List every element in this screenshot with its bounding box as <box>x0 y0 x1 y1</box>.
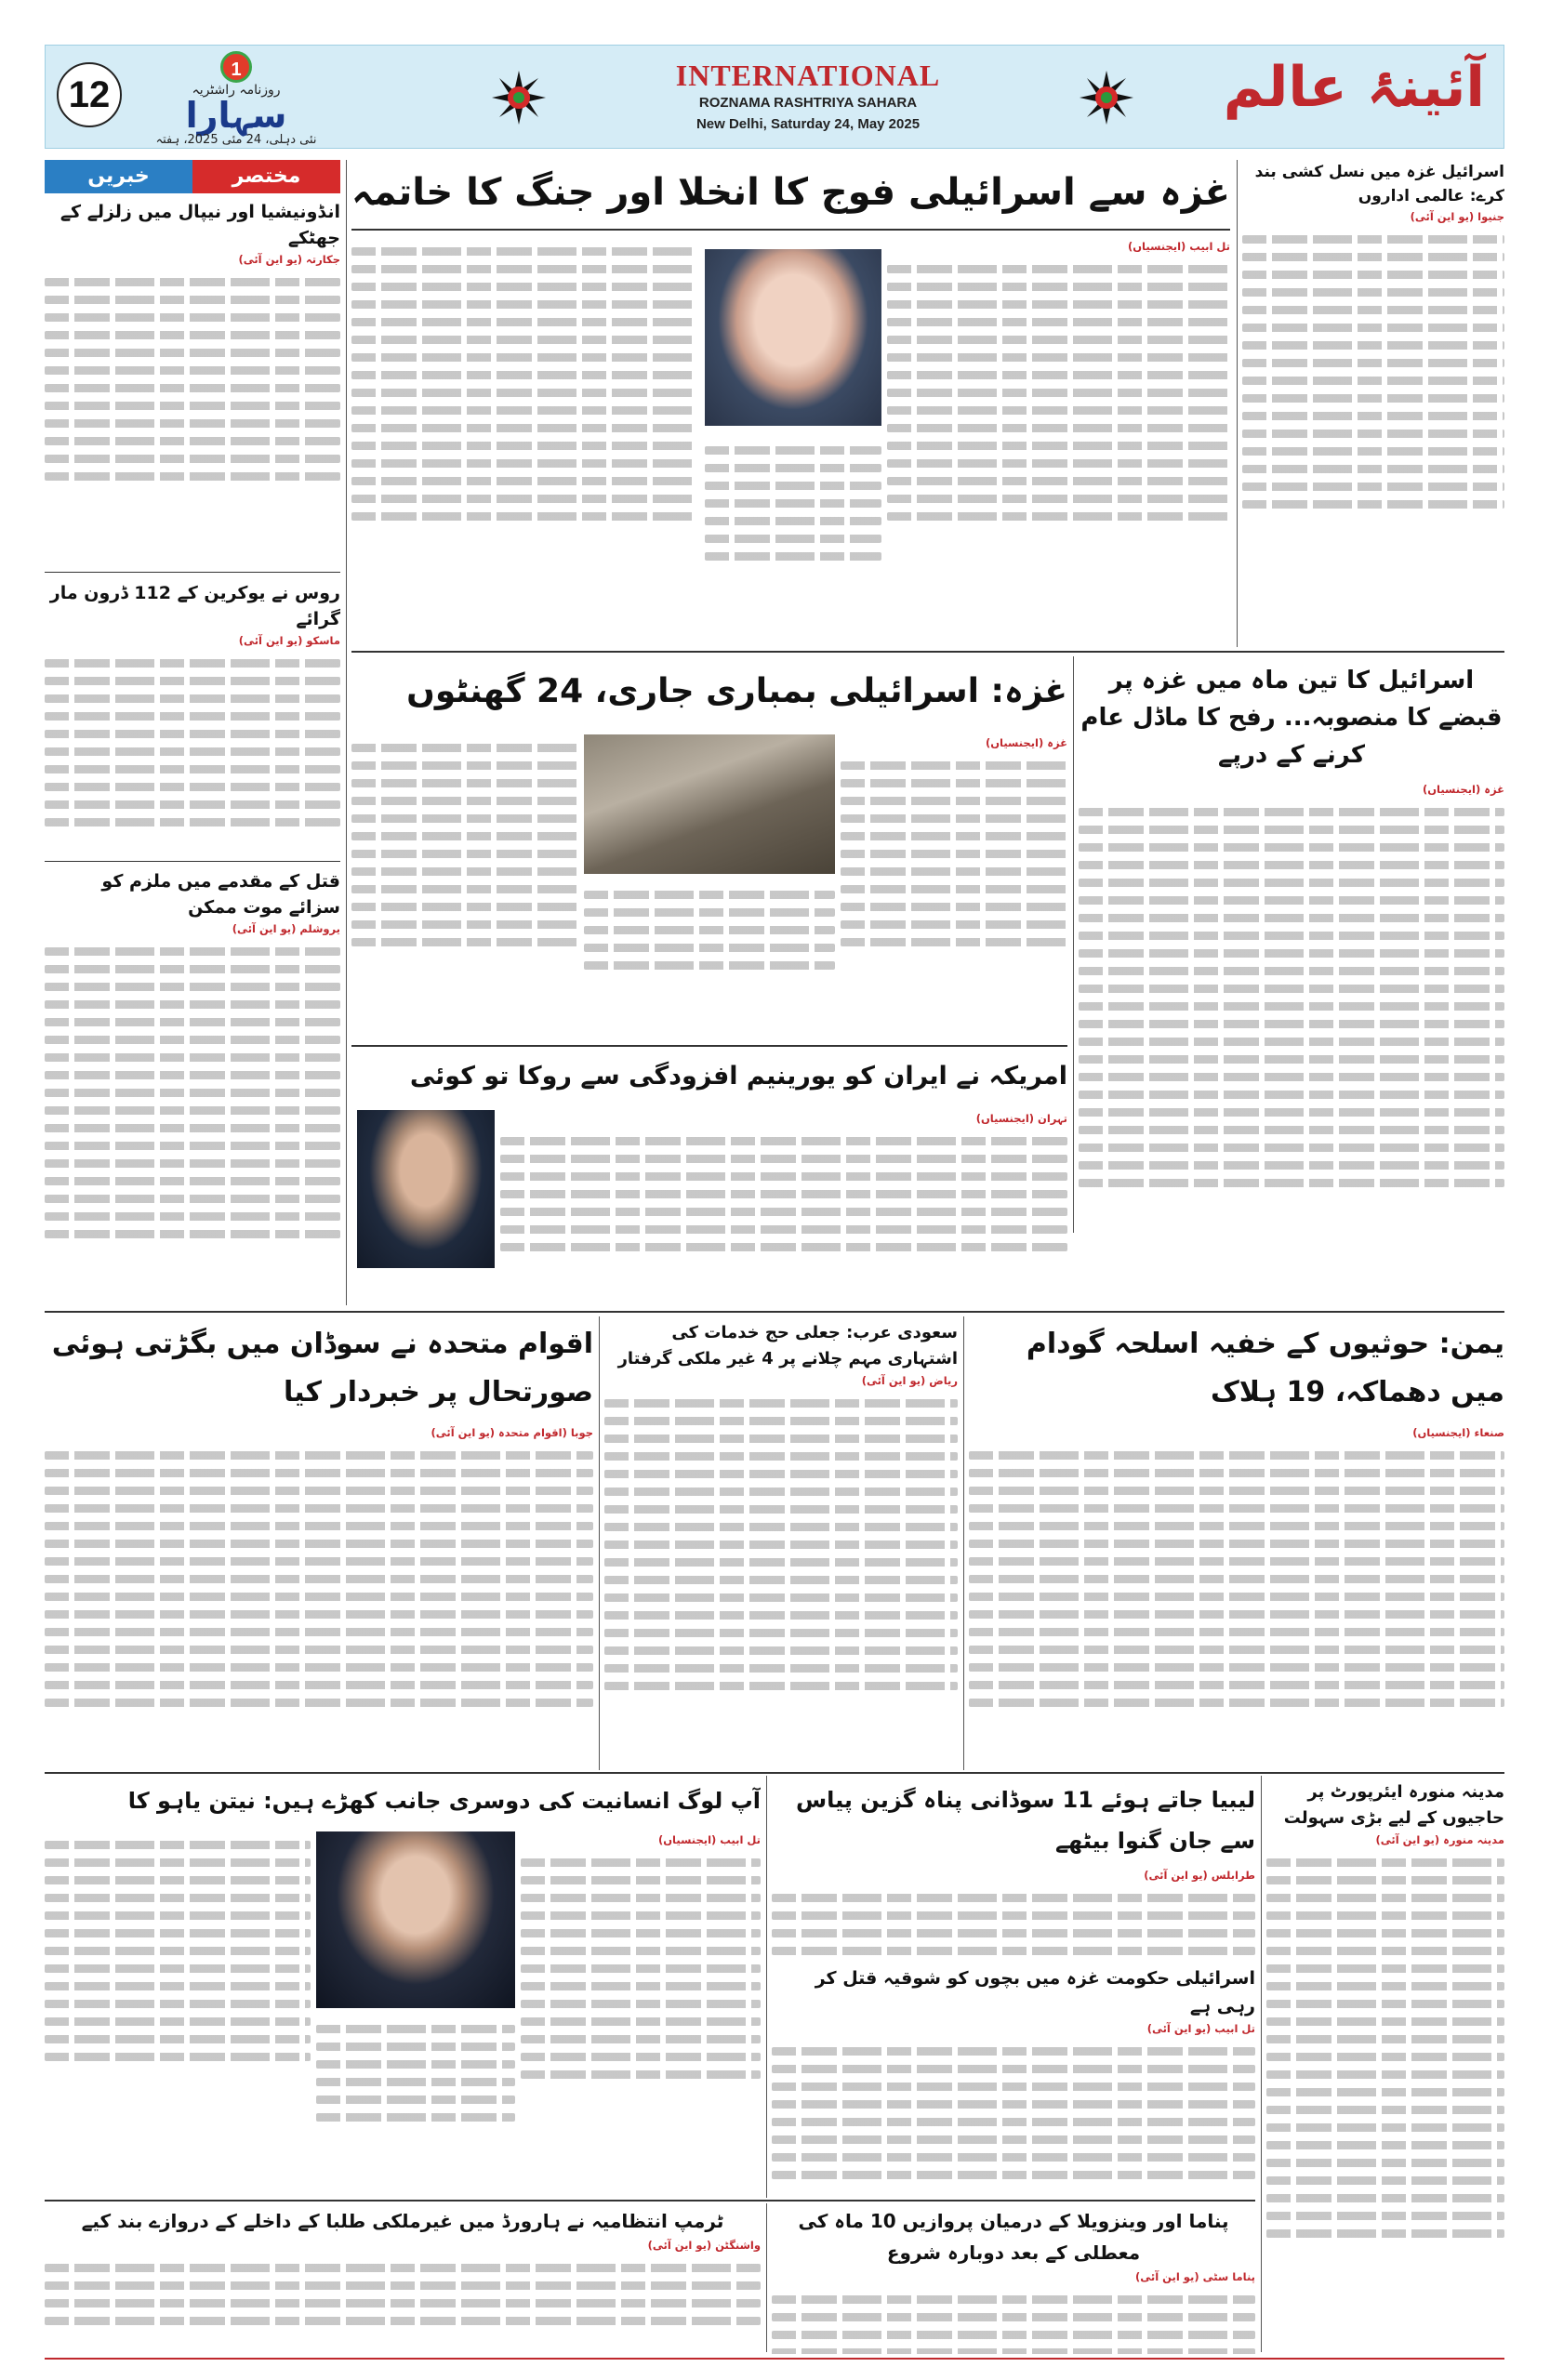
saudi-body <box>604 1372 958 1390</box>
section-title-urdu: آئینۂ عالم <box>1223 55 1485 120</box>
libya-dateline: طرابلس (یو این آئی) <box>1144 1869 1255 1882</box>
paper-name-en: ROZNAMA RASHTRIYA SAHARA <box>698 95 918 111</box>
article-saudi <box>604 1320 958 1766</box>
netanyahu-headline: آپ لوگ انسانیت کی دوسری جانب کھڑے ہیں: نیتن یاہو کا <box>127 1788 761 1814</box>
brief-russia-drones <box>45 580 340 859</box>
netanyahu-headline-box <box>45 1779 761 1824</box>
bombing-headline-box <box>351 662 1067 727</box>
olmert-dateline: تل ابیب (ایجنسیاں) <box>1127 240 1230 253</box>
yemen-headline: یمن: حوثیوں کے خفیہ اسلحہ گودام میں دھماکہ، 19 ہلاک <box>1026 1328 1504 1408</box>
newspaper-logo <box>139 51 334 147</box>
harvard-headline: ٹرمپ انتظامیہ نے ہارورڈ میں غیرملکی طلبا کے داخلے کے دروازے بند کیے <box>81 2210 724 2232</box>
briefs-header <box>45 160 340 193</box>
harvard-body <box>45 2237 761 2254</box>
araghchi-dateline: تہران (ایجنسیاں) <box>975 1112 1067 1125</box>
brief-dateline: یروشلم (یو این آئی) <box>232 922 340 935</box>
araghchi-photo <box>357 1110 495 1268</box>
genocide-dateline: جنیوا (یو این آئی) <box>1410 210 1504 223</box>
panama-dateline: پناما سٹی (یو این آئی) <box>1135 2270 1255 2283</box>
brief-title: روس نے یوکرین کے 112 ڈرون مار گرائے <box>49 583 340 629</box>
logo-wordmark: سہارا <box>185 95 287 136</box>
article-libya <box>772 1779 1255 2194</box>
harvard-dateline: واشنگٹن (یو این آئی) <box>647 2239 761 2252</box>
brief-body <box>45 920 340 938</box>
genocide-body <box>1242 208 1504 226</box>
olmert-body <box>887 238 1230 256</box>
netanyahu-body-center <box>316 2016 515 2194</box>
bombing-dateline: غزہ (ایجنسیاں) <box>985 736 1067 749</box>
araghchi-body-text <box>500 1110 1067 1128</box>
netanyahu-dateline: تل ابیب (ایجنسیاں) <box>657 1833 761 1846</box>
brief-dateline: جکارتہ (یو این آئی) <box>238 253 340 266</box>
article-sudan <box>45 1320 593 1766</box>
masthead <box>45 45 1504 149</box>
article-harvard <box>45 2205 761 2354</box>
olmert-body-center <box>705 437 881 647</box>
libya-body <box>772 1867 1255 1884</box>
logo-dateline: نئی دہلی، 24 مئی 2025، ہفتہ <box>155 133 317 147</box>
page-number: 12 <box>57 62 122 127</box>
libya-subheadline: اسرائیلی حکومت غزہ میں بچوں کو شوقیہ قتل کر رہی ہے <box>815 1968 1255 2016</box>
araghchi-headline-box <box>351 1052 1067 1104</box>
brief-earthquake <box>45 199 340 571</box>
article-genocide <box>1242 160 1504 647</box>
saudi-headline: سعودی عرب: جعلی حج خدمات کی اشتہاری مہم چلانے پر 4 غیر ملکی گرفتار <box>617 1323 958 1368</box>
brief-body <box>45 251 340 269</box>
madina-dateline: مدینہ منورہ (یو این آئی) <box>1375 1833 1504 1846</box>
article-yemen <box>969 1320 1504 1766</box>
saudi-dateline: ریاض (یو این آئی) <box>861 1374 958 1387</box>
three-months-dateline: غزہ (ایجنسیاں) <box>1422 783 1504 796</box>
bombing-body-center <box>584 881 835 1041</box>
libya-headline: لیبیا جاتے ہوئے 11 سوڈانی پناہ گزین پیاس سے جان گنوا بیٹھے <box>795 1787 1255 1854</box>
madina-body <box>1266 1831 1504 1849</box>
araghchi-body <box>500 1110 1067 1305</box>
gaza-rubble-photo <box>584 734 835 874</box>
section-name-en: INTERNATIONAL <box>675 59 941 92</box>
netanyahu-photo <box>316 1831 515 2008</box>
article-three-months <box>1079 662 1504 1231</box>
bombing-body-left <box>351 734 578 1041</box>
libya-sub-body <box>772 2020 1255 2038</box>
article-madina <box>1266 1779 1504 2352</box>
dateline-en: New Delhi, Saturday 24, May 2025 <box>696 116 921 132</box>
section-title-english <box>566 59 1050 132</box>
netanyahu-body-right <box>521 1831 761 2194</box>
brief-body <box>45 632 340 650</box>
olmert-headline: غزہ سے اسرائیلی فوج کا انخلا اور جنگ کا خاتمہ <box>351 171 1230 214</box>
three-months-body <box>1079 781 1504 799</box>
logo-badge: 1 <box>220 51 252 83</box>
netanyahu-body <box>521 1831 761 1849</box>
madina-headline: مدینہ منورہ ایئرپورٹ پر حاجیوں کے لیے بڑی سہولت <box>1283 1782 1504 1828</box>
sun-emblem-icon <box>1078 69 1135 126</box>
olmert-body-right <box>887 238 1230 647</box>
olmert-body-left <box>351 238 696 647</box>
sudan-dateline: جوبا (اقوام متحدہ (یو این آئی) <box>431 1426 593 1439</box>
genocide-headline: اسرائیل غزہ میں نسل کشی بند کرے: عالمی اداروں <box>1254 163 1504 205</box>
logo-subtitle: روزنامہ راشٹریہ <box>192 83 281 98</box>
panama-headline: پناما اور وینزویلا کے درمیان پروازیں 10 ماہ کی معطلی کے بعد دوبارہ شروع <box>798 2210 1229 2264</box>
brief-murder-case <box>45 868 340 1305</box>
bombing-headline: غزہ: اسرائیلی بمباری جاری، 24 گھنٹوں <box>406 672 1067 710</box>
araghchi-headline: امریکہ نے ایران کو یورینیم افزودگی سے روکا تو کوئی <box>409 1062 1067 1091</box>
brief-title: انڈونیشیا اور نیپال میں زلزلے کے جھٹکے <box>60 202 340 248</box>
tab-short: مختصر <box>192 160 340 193</box>
sun-emblem-icon <box>490 69 548 126</box>
libya-sub-dateline: تل ابیب (یو این آئی) <box>1146 2022 1255 2035</box>
brief-dateline: ماسکو (یو این آئی) <box>238 634 340 647</box>
netanyahu-body-left <box>45 1831 311 2194</box>
bombing-body-right <box>841 734 1067 1041</box>
three-months-headline: اسرائیل کا تین ماہ میں غزہ پر قبضے کا منصوبہ... رفح کا ماڈل عام کرنے کے درپے <box>1080 667 1503 769</box>
sudan-body <box>45 1424 593 1442</box>
bombing-body <box>841 734 1067 752</box>
article-panama <box>772 2205 1255 2354</box>
yemen-dateline: صنعاء (ایجنسیاں) <box>1412 1426 1504 1439</box>
brief-title: قتل کے مقدمے میں ملزم کو سزائے موت ممکن <box>101 871 340 918</box>
tab-news: خبریں <box>45 160 192 193</box>
panama-body <box>772 2268 1255 2286</box>
olmert-photo <box>705 249 881 426</box>
yemen-body <box>969 1424 1504 1442</box>
sudan-headline: اقوام متحدہ نے سوڈان میں بگڑتی ہوئی صورتحال پر خبردار کیا <box>51 1328 593 1408</box>
olmert-headline-box <box>351 160 1230 227</box>
